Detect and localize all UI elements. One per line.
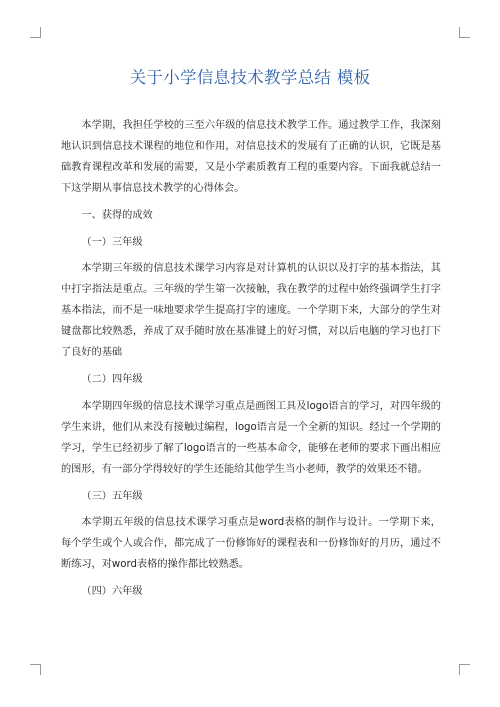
grade-5-paragraph: 本学期五年级的信息技术课学习重点是word表格的制作与设计。一学期下来，每个学生或个人或合作，都完成了一份修饰好的课程表和一份修饰好的月历，通过不断练习，对word表格的操作都比较熟悉。 [61,517,441,571]
crop-mark-bottom-left [30,664,41,675]
grade-4-paragraph: 本学期四年级的信息技术课学习重点是画图工具及logo语言的学习，对四年级的学生来讲，他们从来没有接触过编程，logo语言是一个全新的知识。经过一个学期的学习，学生已经初步了解了logo语言的一些基本命令，能够在老师的要求下画出相应的图形，有一部分学得较好的学生还能给其他学生当小老师，教学的效果还不错。 [61,400,441,475]
document-title: 关于小学信息技术教学总结 模板 [129,68,371,87]
grade-3-paragraph: 本学期三年级的信息技术课学习内容是对计算机的认识以及打字的基本指法，其中打字指法是重点。三年级的学生第一次接触，我在教学的过程中始终强调学生打字基本指法，而不是一味地要求学生提高打字的速度。一个学期下来，大部分的学生对键盘都比较熟悉，养成了双手随时放在基准键上的好习惯，对以后电脑的学习也打下了良好的基础 [61,263,441,359]
subheading-grade-3: （一）三年级 [81,236,143,248]
crop-mark-top-right [459,27,470,38]
intro-paragraph: 本学期，我担任学校的三至六年级的信息技术教学工作。通过教学工作，我深刻地认识到信息技术课程的地位和作用，对信息技术的发展有了正确的认识，它既是基础教育课程改革和发展的需要，又是小学素质教育工程的重要内容。下面我就总结一下这学期从事信息技术教学的心得体会。 [61,120,441,194]
subheading-grade-4: （二）四年级 [81,373,143,385]
section-heading-achievements: 一、获得的成效 [81,209,153,221]
subheading-grade-6: （四）六年级 [81,586,143,598]
crop-mark-bottom-right [459,664,470,675]
document-body [61,116,441,609]
crop-mark-top-left [30,27,41,38]
subheading-grade-5: （三）五年级 [81,490,143,502]
